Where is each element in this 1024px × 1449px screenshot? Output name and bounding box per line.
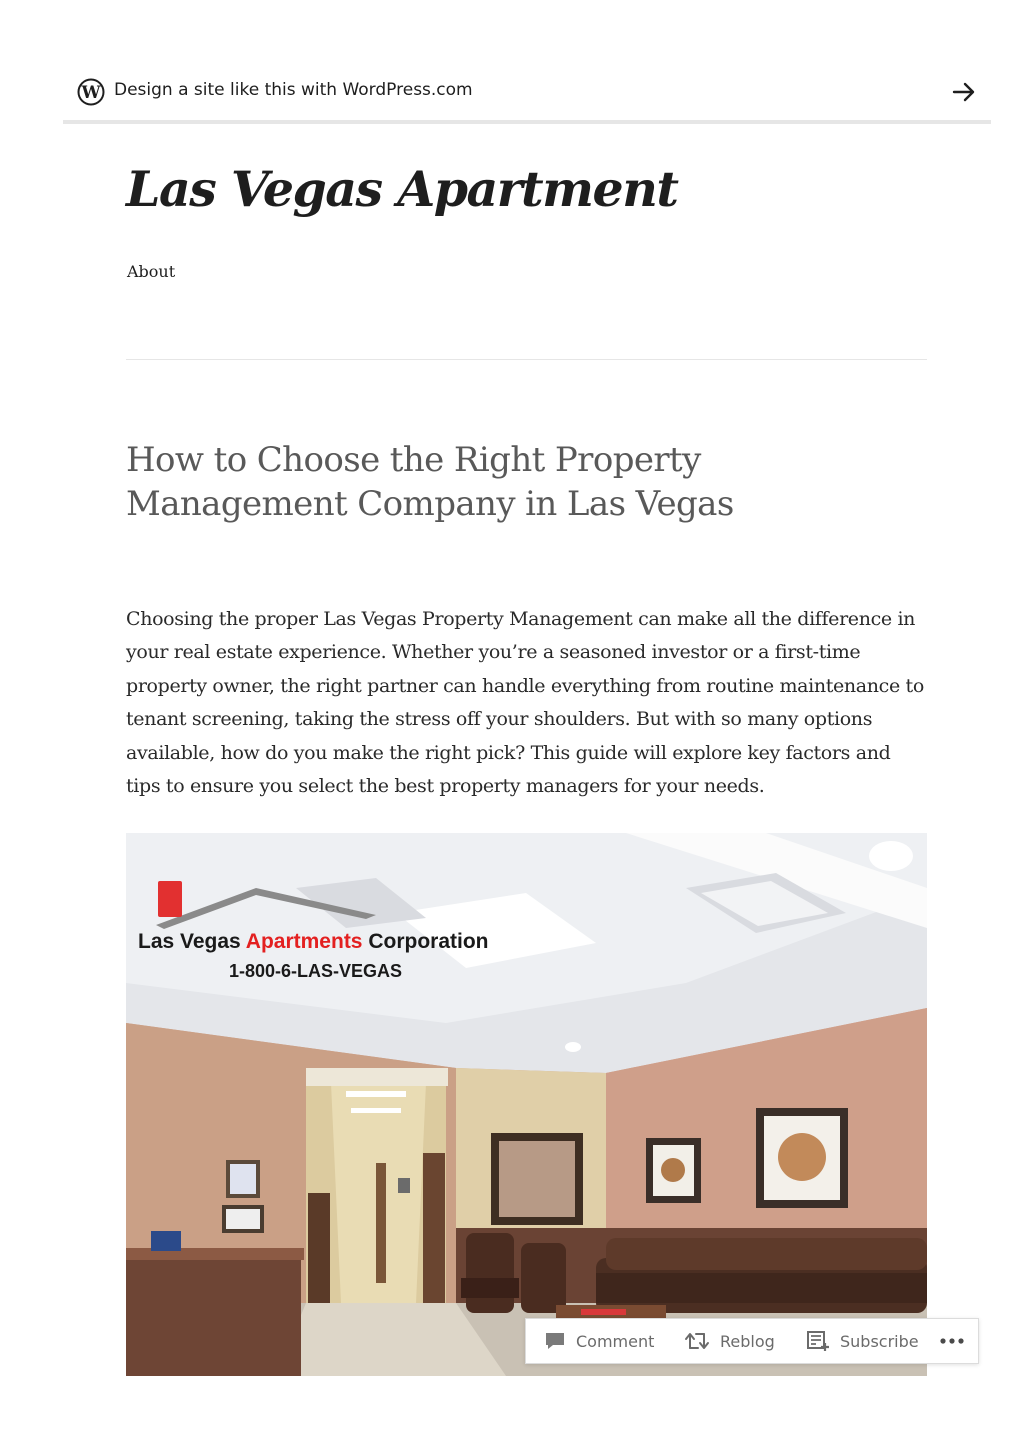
reblog-button[interactable]: [684, 1319, 775, 1363]
caption-post: Corporation: [362, 930, 489, 953]
subscribe-button[interactable]: [806, 1319, 919, 1363]
wordpress-logo-icon: [77, 78, 105, 106]
subscribe-icon: [806, 1330, 830, 1352]
comment-label: Comment: [576, 1331, 655, 1351]
image-caption-phone: 1-800-6-LAS-VEGAS: [229, 961, 403, 981]
more-actions-button[interactable]: [940, 1319, 964, 1363]
site-title[interactable]: Las Vegas Apartment: [126, 160, 678, 218]
subscribe-label: Subscribe: [840, 1331, 919, 1351]
wordpress-signup-text[interactable]: Design a site like this with WordPress.com: [114, 80, 473, 100]
post-action-bar: [525, 1318, 979, 1364]
image-caption-company: [138, 930, 489, 954]
nav-item-about[interactable]: About: [127, 262, 176, 281]
wordpress-signup-bar[interactable]: [63, 62, 991, 124]
reblog-icon: [684, 1330, 710, 1352]
caption-pre: Las Vegas: [138, 930, 246, 953]
reblog-label: Reblog: [720, 1331, 775, 1351]
office-lobby-illustration: [126, 833, 927, 1376]
svg-text:W: W: [81, 83, 101, 103]
comment-bubble-icon: [544, 1331, 566, 1351]
comment-button[interactable]: [544, 1319, 654, 1363]
caption-accent: Apartments: [245, 930, 363, 953]
ellipsis-icon: [940, 1337, 964, 1345]
arrow-right-icon[interactable]: [951, 79, 977, 105]
post-image: [126, 833, 927, 1376]
post-title: How to Choose the Right Property Management Company in Las Vegas: [126, 440, 734, 524]
post-body: Choosing the proper Las Vegas Property Management can make all the difference in your real estate experience. Whether you’re a seasoned investor or a first-time property owner, the right partner can handle everything from routine maintenance to tenant screening, taking the stress off your shoulders. But with so many options available, how do you make the right pick? This guide will explore key factors and tips to ensure you select the best property managers for your needs.: [126, 608, 924, 798]
header-divider: [126, 359, 927, 360]
